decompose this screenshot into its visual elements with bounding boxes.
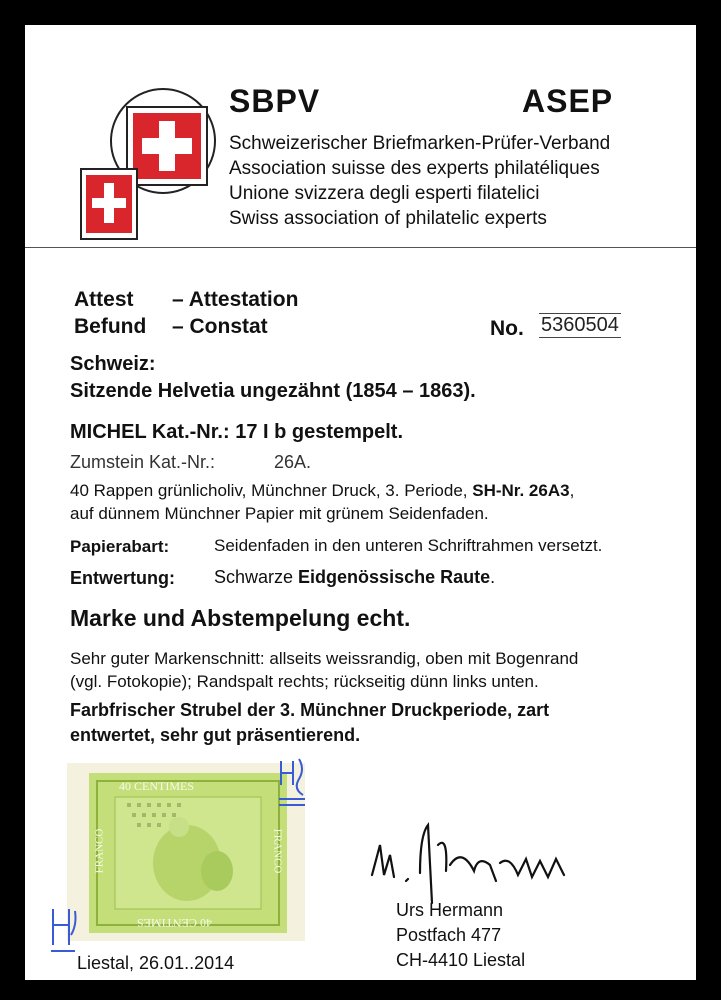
description-line-2: auf dünnem Münchner Papier mit grünem Seidenfaden. <box>70 504 489 523</box>
cancel-label: Entwertung: <box>70 568 175 588</box>
attestation-label: – Attestation <box>172 288 299 311</box>
description-text: 40 Rappen grünlicholiv, Münchner Druck, 3. Periode, <box>70 481 473 500</box>
summary-line-2: entwertet, sehr gut präsentierend. <box>70 725 361 745</box>
examiner-mark-2-icon <box>49 905 79 957</box>
stamp-top-text: 40 CENTIMES <box>119 779 194 793</box>
cancel-value <box>214 567 495 588</box>
zumstein-label: Zumstein Kat.-Nr.: <box>70 452 216 472</box>
description-comma: , <box>569 481 575 500</box>
signer-address-2: CH-4410 Liestal <box>396 950 526 970</box>
notes-line-2: (vgl. Fotokopie); Randspalt rechts; rückseitig dünn links unten. <box>70 672 539 691</box>
sh-number: SH-Nr. 26A3 <box>472 481 570 500</box>
sbpv-logo-icon <box>71 83 231 245</box>
org-name-fr: Association suisse des experts philatéliques <box>229 158 600 179</box>
org-name-de: Schweizerischer Briefmarken-Prüfer-Verband <box>229 133 611 154</box>
stamp-right-text: FRANCO <box>271 828 284 874</box>
sbpv-title: SBPV <box>229 83 321 119</box>
paper-label: Papierabart: <box>70 537 170 556</box>
cancel-period: . <box>490 567 496 587</box>
cancel-text: Schwarze <box>214 567 299 587</box>
constat-label: – Constat <box>172 315 268 338</box>
certificate-number-label: No. <box>490 317 524 340</box>
header-divider <box>25 247 696 248</box>
attest-label: Attest <box>74 288 134 311</box>
org-name-it: Unione svizzera degli esperti filatelici <box>229 183 540 204</box>
org-name-en: Swiss association of philatelic experts <box>229 208 547 229</box>
notes-line-1: Sehr guter Markenschnitt: allseits weissrandig, oben mit Bogenrand <box>70 649 579 668</box>
michel-number: MICHEL Kat.-Nr.: 17 I b gestempelt. <box>70 421 404 443</box>
cancel-type: Eidgenössische Raute <box>298 567 491 587</box>
summary-line-1: Farbfrischer Strubel der 3. Münchner Druckperiode, zart <box>70 700 550 720</box>
signature-icon <box>350 815 590 910</box>
zumstein-value: 26A. <box>274 452 312 472</box>
verdict: Marke und Abstempelung echt. <box>70 605 411 631</box>
asep-title: ASEP <box>522 83 614 119</box>
issue: Sitzende Helvetia ungezähnt (1854 – 1863). <box>70 380 476 402</box>
signer-name: Urs Hermann <box>396 900 504 920</box>
stamp-left-text: FRANCO <box>93 828 106 874</box>
place-date: Liestal, 26.01..2014 <box>77 953 235 973</box>
paper-value: Seidenfaden in den unteren Schriftrahmen versetzt. <box>214 536 603 555</box>
certificate-sheet <box>25 25 696 980</box>
examiner-mark-icon <box>275 755 311 813</box>
befund-label: Befund <box>74 315 147 338</box>
description-line-1 <box>70 481 574 501</box>
stamp-image <box>67 763 305 941</box>
stamp-bottom-text: 40 CENTIMES <box>137 916 212 930</box>
country: Schweiz: <box>70 353 156 375</box>
signer-address-1: Postfach 477 <box>396 925 502 945</box>
certificate-number: 5360504 <box>541 314 619 336</box>
